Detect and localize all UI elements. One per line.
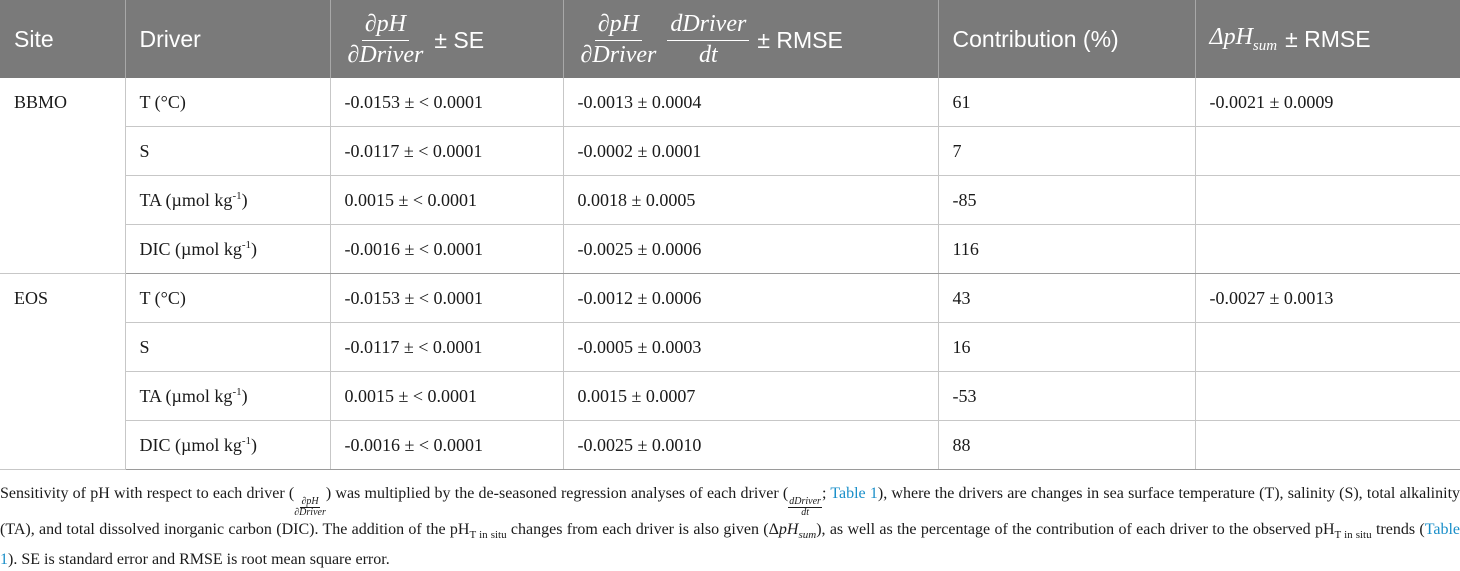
driver-cell: DIC (µmol $kg^{-1}$) xyxy=(125,421,330,470)
contribution-cell: -53 xyxy=(938,372,1195,421)
table-footnote: Sensitivity of pH with respect to each driver ( ∂pH ∂Driver ) was multiplied by the de-seasoned regression analyses of each driver ( dDriver dt ; Table 1), where the drivers are changes in sea surface temperature (T), salinity (S), total alkalinity (TA), and total dissolved inorganic carbon (DIC). The addition of the $pH_{T in situ}$ changes from each driver is also given (ΔpH$_{sum}$), as well as the percentage of the contribution of each driver to the observed $pH_{T in situ}$ trends (Table 1). SE is standard error and RMSE is root mean square error. xyxy=(0,485,1460,568)
header-row xyxy=(0,0,1460,78)
header-site: Site xyxy=(0,0,125,78)
driver-cell: T (°C) xyxy=(125,78,330,127)
sum-cell-empty xyxy=(1195,176,1460,225)
header-contribution: Contribution (%) xyxy=(938,0,1195,78)
table-row xyxy=(0,372,1460,421)
change-cell: -0.0013 ± 0.0004 xyxy=(563,78,938,127)
sensitivity-cell: -0.0153 ± < 0.0001 xyxy=(330,78,563,127)
table-row xyxy=(0,225,1460,274)
sensitivity-cell: -0.0153 ± < 0.0001 xyxy=(330,274,563,323)
footnote-fraction-1: ∂pH ∂Driver xyxy=(294,496,326,518)
sensitivity-fraction: $\frac{\partial pH}{\text{∂Driver}}$ xyxy=(347,11,424,68)
table-1-link[interactable]: Table 1 xyxy=(830,485,878,502)
sum-cell-empty xyxy=(1195,323,1460,372)
change-cell: -0.0002 ± 0.0001 xyxy=(563,127,938,176)
table-row xyxy=(0,421,1460,470)
header-driver: Driver xyxy=(125,0,330,78)
sum-cell: -0.0021 ± 0.0009 xyxy=(1195,78,1460,127)
table-row xyxy=(0,176,1460,225)
sensitivity-cell: -0.0117 ± < 0.0001 xyxy=(330,323,563,372)
contribution-cell: 7 xyxy=(938,127,1195,176)
contribution-cell: 16 xyxy=(938,323,1195,372)
contribution-cell: 116 xyxy=(938,225,1195,274)
contribution-cell: 61 xyxy=(938,78,1195,127)
header-change: $\frac{\partial pH}{\text{∂Driver}}$ $\frac{\text{dDriver}}{dt}$ ± RMSE xyxy=(563,0,938,78)
sensitivity-cell: -0.0117 ± < 0.0001 xyxy=(330,127,563,176)
change-fraction-2: $\frac{\text{dDriver}}{dt}$ xyxy=(667,12,749,67)
sensitivity-cell: -0.0016 ± < 0.0001 xyxy=(330,421,563,470)
table-1-link[interactable]: Table 1 xyxy=(0,521,1460,568)
contribution-cell: 43 xyxy=(938,274,1195,323)
change-cell: -0.0005 ± 0.0003 xyxy=(563,323,938,372)
sum-cell-empty xyxy=(1195,372,1460,421)
change-fraction-1: $\frac{\partial pH}{\text{∂Driver}}$ xyxy=(580,11,657,68)
sensitivity-cell: -0.0016 ± < 0.0001 xyxy=(330,225,563,274)
change-cell: 0.0015 ± 0.0007 xyxy=(563,372,938,421)
driver-cell: S xyxy=(125,127,330,176)
change-cell: 0.0018 ± 0.0005 xyxy=(563,176,938,225)
delta-ph-sum-symbol: ΔpH$_{sum}$ xyxy=(1209,24,1278,54)
sum-cell-empty xyxy=(1195,225,1460,274)
table-row xyxy=(0,323,1460,372)
driver-cell: S xyxy=(125,323,330,372)
driver-cell: DIC (µmol $kg^{-1}$) xyxy=(125,225,330,274)
driver-cell: TA (µmol $kg^{-1}$) xyxy=(125,176,330,225)
header-sensitivity: $\frac{\partial pH}{\text{∂Driver}}$ ± SE xyxy=(330,0,563,78)
sensitivity-cell: 0.0015 ± < 0.0001 xyxy=(330,176,563,225)
table-row xyxy=(0,274,1460,323)
driver-cell: T (°C) xyxy=(125,274,330,323)
site-cell: BBMO xyxy=(0,78,125,274)
change-cell: -0.0025 ± 0.0006 xyxy=(563,225,938,274)
sum-cell-empty xyxy=(1195,127,1460,176)
change-cell: -0.0025 ± 0.0010 xyxy=(563,421,938,470)
contribution-cell: 88 xyxy=(938,421,1195,470)
sum-cell: -0.0027 ± 0.0013 xyxy=(1195,274,1460,323)
footnote-fraction-2: dDriver dt xyxy=(789,496,821,518)
change-cell: -0.0012 ± 0.0006 xyxy=(563,274,938,323)
driver-cell: TA (µmol $kg^{-1}$) xyxy=(125,372,330,421)
sum-cell-empty xyxy=(1195,421,1460,470)
header-sum: ΔpH$_{sum}$ ± RMSE xyxy=(1195,0,1460,78)
sensitivity-cell: 0.0015 ± < 0.0001 xyxy=(330,372,563,421)
site-cell: EOS xyxy=(0,274,125,470)
contribution-cell: -85 xyxy=(938,176,1195,225)
table-row xyxy=(0,127,1460,176)
table-row xyxy=(0,78,1460,127)
